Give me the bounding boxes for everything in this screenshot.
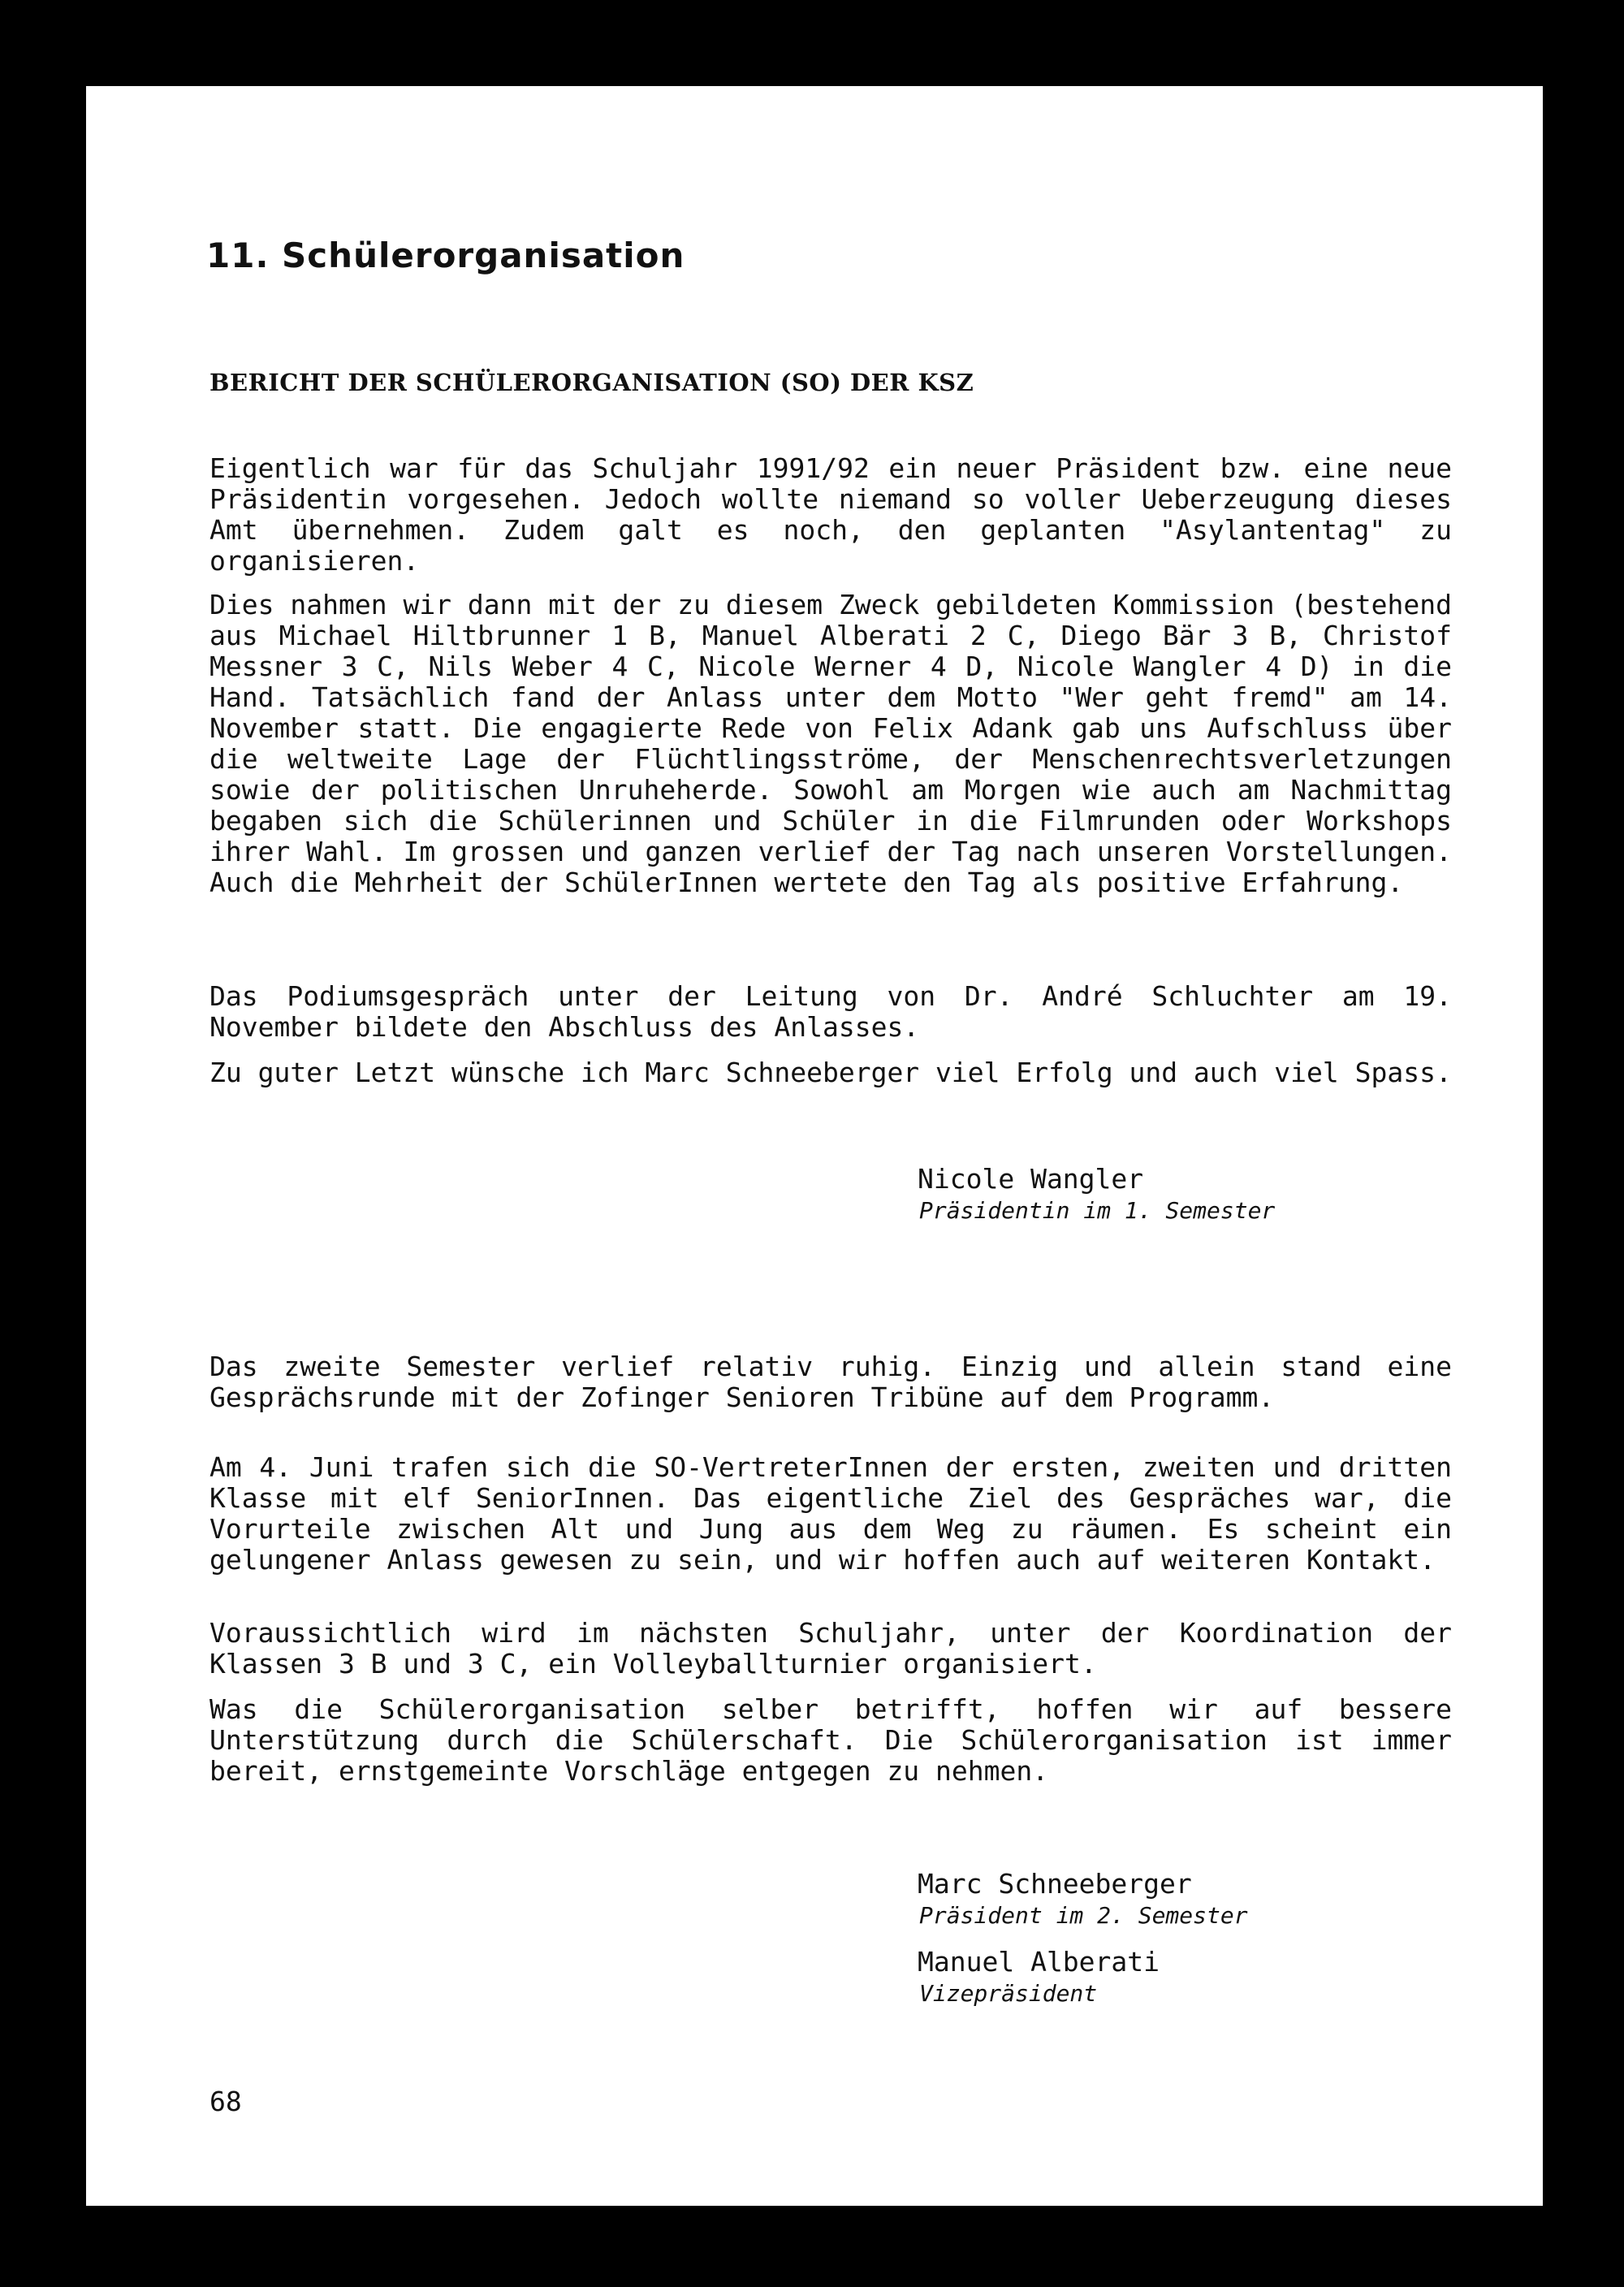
signature-role: Präsidentin im 1. Semester: [919, 1197, 1276, 1224]
paragraph: Am 4. Juni trafen sich die SO-VertreterInnen der ersten, zweiten und dritten Klasse mit elf SeniorInnen. Das eigentliche Ziel des Gespräches war, die Vorurteile zwischen Alt und Jung aus dem Weg zu räumen. Es scheint ein gelungener Anlass gewesen zu sein, und wir hoffen auch auf weiteren Kontakt.: [209, 1451, 1452, 1576]
paragraph: Das Podiumsgespräch unter der Leitung von Dr. André Schluchter am 19. November bildete den Abschluss des Anlasses.: [209, 980, 1452, 1043]
paragraph: Das zweite Semester verlief relativ ruhig. Einzig und allein stand eine Gesprächsrunde mit der Zofinger Senioren Tribüne auf dem Programm.: [209, 1351, 1452, 1413]
document-page: [86, 86, 1543, 2206]
signature-name: Marc Schneeberger: [918, 1868, 1192, 1900]
paragraph: Zu guter Letzt wünsche ich Marc Schneeberger viel Erfolg und auch viel Spass.: [209, 1057, 1452, 1088]
paragraph: Was die Schülerorganisation selber betrifft, hoffen wir auf bessere Unterstützung durch die Schülerschaft. Die Schülerorganisation ist immer bereit, ernstgemeinte Vorschläge entgegen zu nehmen.: [209, 1693, 1452, 1787]
page-number: 68: [209, 2086, 242, 2117]
report-subheading: BERICHT DER SCHÜLERORGANISATION (SO) DER KSZ: [209, 369, 974, 396]
paragraph: Eigentlich war für das Schuljahr 1991/92 ein neuer Präsident bzw. eine neue Präsidentin vorgesehen. Jedoch wollte niemand so voller Ueberzeugung dieses Amt übernehmen. Zudem galt es noch, den geplanten "Asylantentag" zu organisieren.: [209, 452, 1452, 577]
chapter-heading: 11. Schülerorganisation: [206, 236, 685, 275]
signature-name: Nicole Wangler: [918, 1163, 1144, 1195]
signature-role: Präsident im 2. Semester: [919, 1902, 1248, 1929]
paragraph: Dies nahmen wir dann mit der zu diesem Zweck gebildeten Kommission (bestehend aus Michael Hiltbrunner 1 B, Manuel Alberati 2 C, Diego Bär 3 B, Christof Messner 3 C, Nils Weber 4 C, Nicole Werner 4 D, Nicole Wangler 4 D) in die Hand. Tatsächlich fand der Anlass unter dem Motto "Wer geht fremd" am 14. November statt. Die engagierte Rede von Felix Adank gab uns Aufschluss über die weltweite Lage der Flüchtlingsströme, der Menschenrechtsverletzungen sowie der politischen Unruheherde. Sowohl am Morgen wie auch am Nachmittag begaben sich die Schülerinnen und Schüler in die Filmrunden oder Workshops ihrer Wahl. Im grossen und ganzen verlief der Tag nach unseren Vorstellungen. Auch die Mehrheit der SchülerInnen wertete den Tag als positive Erfahrung.: [209, 589, 1452, 898]
paragraph: Voraussichtlich wird im nächsten Schuljahr, unter der Koordination der Klassen 3 B und 3 C, ein Volleyballturnier organisiert.: [209, 1617, 1452, 1680]
signature-role: Vizepräsident: [919, 1980, 1098, 2007]
signature-name: Manuel Alberati: [918, 1946, 1160, 1978]
